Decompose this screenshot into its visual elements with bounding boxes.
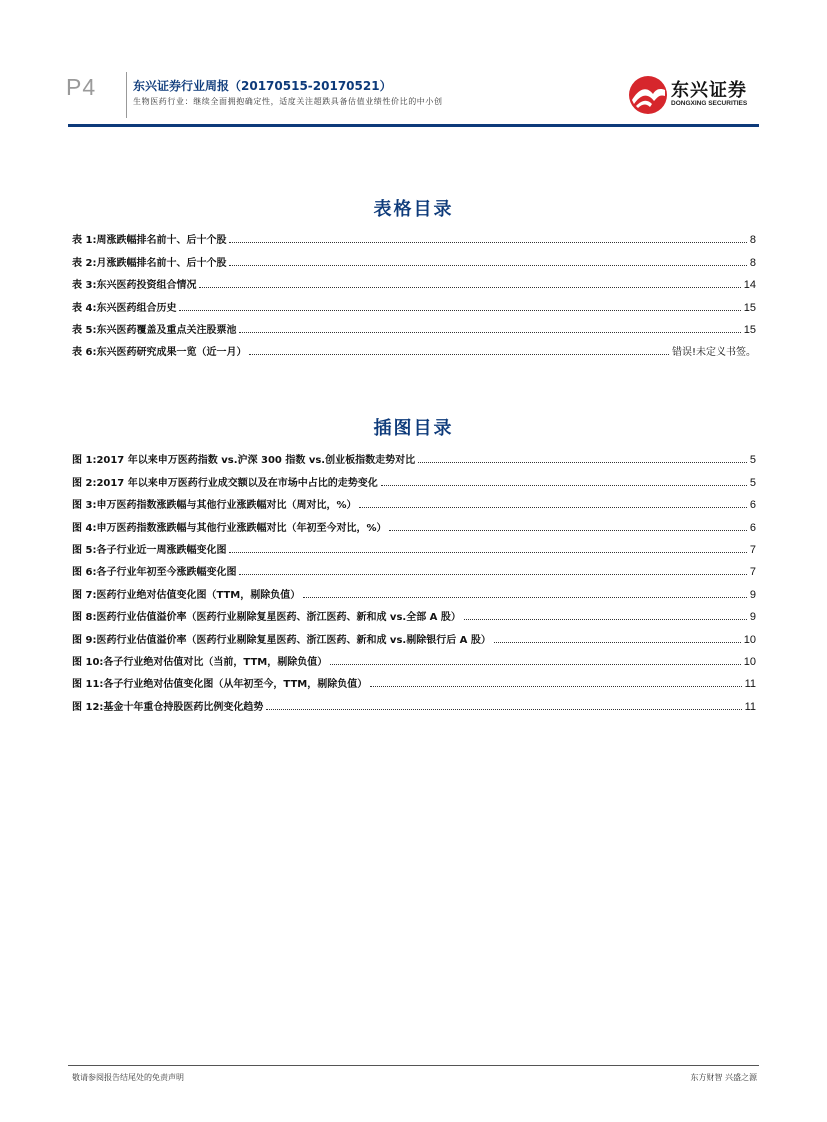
report-subtitle: 生物医药行业：继续全面拥抱确定性，适度关注超跌具备估值业绩性价比的中小创 (133, 97, 443, 106)
toc-entry[interactable] (72, 314, 756, 336)
footer-slogan: 东方财智 兴盛之源 (690, 1073, 757, 1082)
toc-label: 表 4:东兴医药组合历史 (72, 302, 177, 314)
toc-entry[interactable] (72, 668, 756, 690)
toc-label: 图 8:医药行业估值溢价率（医药行业剔除复星医药、浙江医药、新和成 vs.全部 A 股） (72, 612, 461, 624)
toc-label: 表 5:东兴医药覆盖及重点关注股票池 (72, 324, 237, 336)
company-logo (627, 74, 757, 118)
toc-entry[interactable] (72, 466, 756, 488)
toc-entry[interactable] (72, 336, 756, 358)
toc-leader (359, 506, 746, 508)
toc-leader (229, 264, 746, 266)
toc-leader (199, 286, 740, 288)
toc-page: 15 (743, 301, 756, 314)
toc-page: 6 (749, 521, 756, 534)
toc-label: 图 9:医药行业估值溢价率（医药行业剔除复星医药、浙江医药、新和成 vs.剔除银行后 A 股） (72, 634, 491, 646)
toc-entry[interactable] (72, 601, 756, 623)
toc-leader (249, 353, 669, 355)
toc-page: 5 (749, 476, 756, 489)
toc-page: 7 (749, 566, 756, 579)
toc-leader (229, 551, 746, 553)
toc-page: 9 (749, 588, 756, 601)
toc-label: 图 6:各子行业年初至今涨跌幅变化图 (72, 567, 237, 579)
toc-page: 9 (749, 611, 756, 624)
toc-label: 图 2:2017 年以来申万医药行业成交额以及在市场中占比的走势变化 (72, 477, 378, 489)
toc-label: 表 2:月涨跌幅排名前十、后十个股 (72, 257, 227, 269)
toc-entry[interactable] (72, 444, 756, 466)
logo-text: 东兴证券 (671, 80, 747, 101)
toc-page: 11 (744, 678, 756, 691)
toc-leader (464, 618, 747, 620)
toc-leader (389, 529, 746, 531)
footer-disclaimer: 敬请参阅报告结尾处的免责声明 (72, 1073, 184, 1082)
toc-label: 图 10:各子行业绝对估值对比（当前，TTM，剔除负值） (72, 656, 328, 668)
toc-entry[interactable] (72, 623, 756, 645)
toc-page: 8 (749, 256, 756, 269)
toc-leader (418, 461, 747, 463)
toc-entry[interactable] (72, 224, 756, 246)
logo-mark-icon (627, 74, 669, 116)
figures-toc (72, 444, 756, 713)
toc-label: 图 12:基金十年重仓持股医药比例变化趋势 (72, 701, 264, 713)
toc-page: 10 (743, 633, 756, 646)
header-rule (68, 124, 759, 127)
figures-toc-heading: 插图目录 (373, 418, 454, 439)
toc-leader (179, 309, 740, 311)
tables-toc-heading: 表格目录 (373, 199, 454, 220)
toc-entry[interactable] (72, 646, 756, 668)
toc-label: 图 1:2017 年以来申万医药指数 vs.沪深 300 指数 vs.创业板指数走势对比 (72, 455, 416, 467)
toc-leader (370, 685, 741, 687)
toc-entry[interactable] (72, 556, 756, 578)
report-title: 东兴证券行业周报（20170515-20170521） (133, 79, 392, 93)
toc-page-error: 错误!未定义书签。 (671, 347, 756, 359)
toc-entry[interactable] (72, 534, 756, 556)
toc-leader (303, 596, 747, 598)
toc-page: 15 (743, 323, 756, 336)
toc-entry[interactable] (72, 269, 756, 291)
toc-page: 8 (749, 234, 756, 247)
toc-leader (266, 708, 741, 710)
toc-page: 10 (743, 655, 756, 668)
toc-entry[interactable] (72, 690, 756, 712)
toc-label: 表 1:周涨跌幅排名前十、后十个股 (72, 235, 227, 247)
toc-label: 图 11:各子行业绝对估值变化图（从年初至今，TTM，剔除负值） (72, 679, 368, 691)
tables-toc (72, 224, 756, 358)
toc-label: 图 4:申万医药指数涨跌幅与其他行业涨跌幅对比（年初至今对比，%） (72, 522, 387, 534)
toc-label: 图 3:申万医药指数涨跌幅与其他行业涨跌幅对比（周对比，%） (72, 500, 357, 512)
toc-entry[interactable] (72, 291, 756, 313)
toc-label: 图 5:各子行业近一周涨跌幅变化图 (72, 544, 227, 556)
toc-label: 表 3:东兴医药投资组合情况 (72, 280, 197, 292)
toc-page: 11 (744, 700, 756, 713)
header-divider (126, 72, 127, 118)
toc-leader (381, 484, 747, 486)
toc-entry[interactable] (72, 246, 756, 268)
toc-leader (239, 573, 746, 575)
toc-entry[interactable] (72, 489, 756, 511)
logo-english: DONGXING SECURITIES (671, 100, 748, 107)
toc-entry[interactable] (72, 578, 756, 600)
toc-leader (239, 331, 740, 333)
toc-page: 5 (749, 454, 756, 467)
toc-label: 表 6:东兴医药研究成果一览（近一月） (72, 347, 247, 359)
toc-leader (330, 663, 741, 665)
page-number: P4 (66, 74, 97, 100)
toc-entry[interactable] (72, 511, 756, 533)
footer-rule (68, 1065, 759, 1066)
toc-leader (229, 241, 746, 243)
toc-page: 14 (743, 279, 756, 292)
toc-leader (494, 641, 741, 643)
toc-page: 7 (749, 543, 756, 556)
toc-page: 6 (749, 499, 756, 512)
toc-label: 图 7:医药行业绝对估值变化图（TTM，剔除负值） (72, 589, 301, 601)
